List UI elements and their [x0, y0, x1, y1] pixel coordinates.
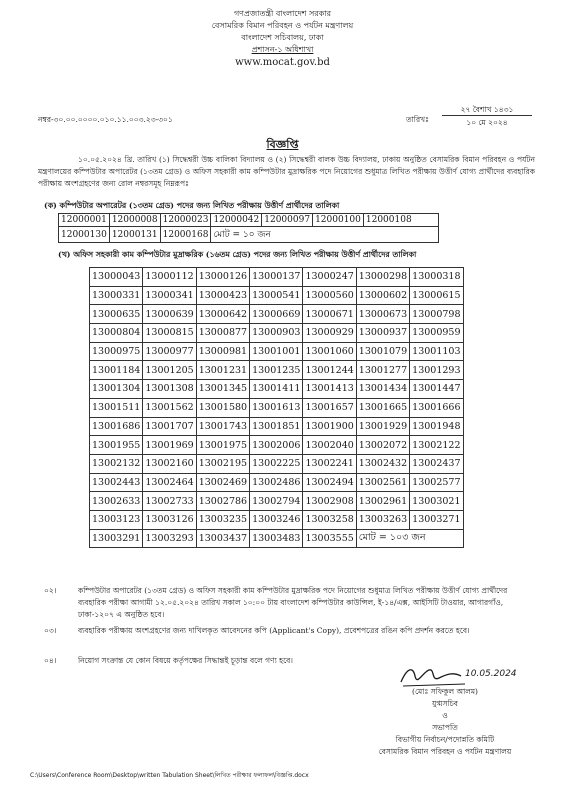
roll-cell: 13002794 — [250, 492, 303, 511]
roll-cell: 13001975 — [196, 436, 249, 455]
roll-cell: 13001948 — [410, 417, 463, 436]
roll-cell: 13000331 — [90, 286, 143, 305]
table-row — [90, 361, 464, 380]
table-row — [90, 286, 464, 305]
roll-cell: 13003246 — [250, 510, 303, 529]
roll-cell: 13000615 — [410, 286, 463, 305]
roll-cell: 13002006 — [250, 436, 303, 455]
roll-cell: 13001205 — [143, 361, 196, 380]
roll-cell: 13000815 — [143, 324, 196, 343]
section-a-table — [58, 213, 439, 243]
clause-3-text: ব্যবহারিক পরীক্ষায় অংশগ্রহণের জন্য দাখিলকৃত আবেদনের কপি (Applicant's Copy), প্রবেশপত্রের রঙিন কপি প্রদর্শন করতে হবে। — [78, 626, 470, 635]
roll-cell: 13002961 — [356, 492, 409, 511]
roll-cell: 12000130 — [59, 227, 110, 243]
roll-cell: 12000023 — [160, 214, 211, 227]
roll-cell: 13003258 — [303, 510, 356, 529]
header-line-1: গণপ্রজাতন্ত্রী বাংলাদেশ সরকার — [233, 9, 332, 18]
roll-cell: 13001447 — [410, 380, 463, 399]
roll-cell: 13001413 — [303, 380, 356, 399]
roll-cell: 13000673 — [356, 305, 409, 324]
roll-cell: 13002561 — [356, 473, 409, 492]
intro-paragraph: ১০.০৫.২০২৪ খ্রি. তারিখ (১) সিদ্ধেশ্বরী উচ্চ বালিকা বিদ্যালয় ও (২) সিদ্ধেশ্বরী বালক উচ্চ বিদ্যালয়, ঢাকায় অনুষ্ঠিত বেসামরিক বিমান পরিবহন ও পর্যটন মন্ত্রণালয়ের কম্পিউটার অপারেটর (১৩তম গ্রেড) ও অফিস সহকারী কাম কম্পিউটার মুদ্রাক্ষরিক পদে নিয়োগের শুধুমাত্র লিখিত পরীক্ষায় উত্তীর্ণ যোগ্য প্রার্থীদের ব্যবহারিক পরীক্ষায় অংশগ্রহণের জন্য রোল নম্বরসমূহ নিম্নরূপঃ — [38, 155, 535, 188]
section-a-caption: (ক) কম্পিউটার অপারেটর (১৩তম গ্রেড) পদের জন্য লিখিত পরীক্ষায় উত্তীর্ণ প্রার্থীদের তালিকা — [44, 201, 340, 210]
table-row — [59, 227, 439, 243]
date-label: তারিখঃ — [406, 115, 429, 124]
signatory-name: (মোঃ সফিকুল আলম) — [412, 687, 478, 696]
roll-cell: 13001293 — [410, 361, 463, 380]
roll-cell: 13002437 — [410, 454, 463, 473]
table-row — [90, 436, 464, 455]
roll-cell: 13002443 — [90, 473, 143, 492]
date-gregorian: ১০ মে ২০২৪ — [466, 118, 508, 127]
clause-2-number: ০২। — [44, 586, 57, 595]
roll-cell: 13001707 — [143, 417, 196, 436]
roll-cell: 13002908 — [303, 492, 356, 511]
roll-cell: 13001103 — [410, 342, 463, 361]
table-row — [90, 492, 464, 511]
roll-cell: 13002486 — [250, 473, 303, 492]
roll-cell: 13001613 — [250, 398, 303, 417]
roll-cell: 12000001 — [59, 214, 110, 227]
roll-cell: 13002195 — [196, 454, 249, 473]
roll-cell: 13000341 — [143, 286, 196, 305]
roll-cell: 13000975 — [90, 342, 143, 361]
file-path-footer: C:\Users\Conference Room\Desktop\written Tabulation Sheet\লিখিত পরীক্ষার ফলাফল\বিজ্ঞপ্তি.docx — [30, 772, 309, 779]
roll-cell: 13001434 — [356, 380, 409, 399]
roll-cell: 12000168 — [160, 227, 211, 243]
roll-cell: 13000804 — [90, 324, 143, 343]
table-row — [90, 305, 464, 324]
clause-2-text: কম্পিউটার অপারেটর (১৩তম গ্রেড) ও অফিস সহকারী কাম কম্পিউটার মুদ্রাক্ষরিক পদে নিয়োগের শুধুমাত্র লিখিত পরীক্ষায় উত্তীর্ণ যোগ্য প্রার্থীদের ব্যবহারিক পরীক্ষা আগামী ১২.০৫.২০২৪ তারিখ সকাল ১০:০০ টায় বাংলাদেশ কম্পিউটার কাউন্সিল, ই-১৪/এক্স, আইসিটি টাওয়ার, আগারগাঁও, ঢাকা-১২০৭ এ অনুষ্ঠিত হবে। — [78, 586, 508, 619]
roll-cell: 13000137 — [250, 268, 303, 287]
table-row — [90, 342, 464, 361]
roll-cell: 13000043 — [90, 268, 143, 287]
roll-cell: 13001657 — [303, 398, 356, 417]
roll-cell: 13001562 — [143, 398, 196, 417]
roll-cell: 13003483 — [250, 529, 303, 548]
clause-4-text: নিয়োগ সংক্রান্ত যে কোন বিষয়ে কর্তৃপক্ষের সিদ্ধান্তই চূড়ান্ত বলে গণ্য হবে। — [78, 656, 293, 665]
roll-cell: 13001411 — [250, 380, 303, 399]
roll-cell: 13003291 — [90, 529, 143, 548]
roll-cell: 13001235 — [250, 361, 303, 380]
roll-cell: 13001345 — [196, 380, 249, 399]
notice-title: বিজ্ঞপ্তি — [266, 138, 299, 151]
table-row — [90, 324, 464, 343]
roll-cell: 12000042 — [211, 214, 262, 227]
roll-cell: 13001001 — [250, 342, 303, 361]
roll-cell: 13001969 — [143, 436, 196, 455]
roll-cell: 13002733 — [143, 492, 196, 511]
roll-cell: 13000126 — [196, 268, 249, 287]
clause-3-number: ০৩। — [44, 626, 57, 635]
roll-cell: 13001231 — [196, 361, 249, 380]
roll-cell: 13002040 — [303, 436, 356, 455]
roll-cell: 13001929 — [356, 417, 409, 436]
roll-cell: 13001900 — [303, 417, 356, 436]
roll-cell: 13001580 — [196, 398, 249, 417]
roll-cell: 13000560 — [303, 286, 356, 305]
roll-cell: 12000008 — [109, 214, 160, 227]
header-wing: প্রশাসন-১ অধিশাখা — [251, 45, 314, 54]
signatory-title-2: সভাপতি — [432, 723, 458, 732]
roll-cell: 13003021 — [410, 492, 463, 511]
roll-cell: 12000108 — [363, 214, 438, 227]
roll-cell: 13001511 — [90, 398, 143, 417]
roll-cell: 13001743 — [196, 417, 249, 436]
roll-cell: 13002072 — [356, 436, 409, 455]
roll-cell: 13001060 — [303, 342, 356, 361]
roll-cell: 13003437 — [196, 529, 249, 548]
roll-cell: 13003235 — [196, 510, 249, 529]
roll-cell: 13002432 — [356, 454, 409, 473]
signatory-title-4: বেসামরিক বিমান পরিবহন ও পর্যটন মন্ত্রণালয় — [378, 747, 512, 756]
table-row — [90, 454, 464, 473]
roll-cell: 13001666 — [410, 398, 463, 417]
roll-cell: 13000602 — [356, 286, 409, 305]
roll-cell: 13000669 — [250, 305, 303, 324]
roll-cell: 13002494 — [303, 473, 356, 492]
table-row — [90, 380, 464, 399]
roll-cell: 13001686 — [90, 417, 143, 436]
roll-cell: 13000877 — [196, 324, 249, 343]
table-row — [59, 214, 439, 227]
date-bengali: ২৭ বৈশাখ ১৪৩১ — [442, 104, 532, 116]
table-row — [90, 417, 464, 436]
section-b-caption: (খ) অফিস সহকারী কাম কম্পিউটার মুদ্রাক্ষরিক (১৬তম গ্রেড) পদের জন্য লিখিত পরীক্ষায় উত্তীর্ণ প্রার্থীদের তালিকা — [58, 250, 417, 259]
signatory-title-1: যুগ্মসচিব — [432, 699, 458, 708]
roll-cell: 13001277 — [356, 361, 409, 380]
table-row — [90, 529, 464, 548]
roll-cell: 13000639 — [143, 305, 196, 324]
roll-cell: 13000423 — [196, 286, 249, 305]
roll-cell: 12000131 — [109, 227, 160, 243]
roll-cell: 13000929 — [303, 324, 356, 343]
roll-cell: 13002241 — [303, 454, 356, 473]
roll-cell: 13000959 — [410, 324, 463, 343]
roll-cell: 13001955 — [90, 436, 143, 455]
roll-cell: 13000298 — [356, 268, 409, 287]
header-secretariat: বাংলাদেশ সচিবালয়, ঢাকা — [241, 33, 324, 42]
signatory-title-3: বিভাগীয় নির্বাচন/পদোন্নতি কমিটি — [395, 735, 495, 744]
table-row — [90, 268, 464, 287]
total-cell: মোট = ১০ জন — [211, 227, 438, 243]
roll-cell: 13002122 — [410, 436, 463, 455]
roll-cell: 13002132 — [90, 454, 143, 473]
roll-cell: 13000541 — [250, 286, 303, 305]
roll-cell: 13001184 — [90, 361, 143, 380]
roll-cell: 12000100 — [313, 214, 364, 227]
roll-cell: 13003271 — [410, 510, 463, 529]
total-cell: মোট = ১০৩ জন — [356, 529, 463, 548]
roll-cell: 13000981 — [196, 342, 249, 361]
roll-cell: 13002160 — [143, 454, 196, 473]
roll-cell: 12000097 — [262, 214, 313, 227]
roll-cell: 13001244 — [303, 361, 356, 380]
roll-cell: 13000642 — [196, 305, 249, 324]
roll-cell: 13003126 — [143, 510, 196, 529]
roll-cell: 13003123 — [90, 510, 143, 529]
roll-cell: 13000318 — [410, 268, 463, 287]
roll-cell: 13000903 — [250, 324, 303, 343]
roll-cell: 13001304 — [90, 380, 143, 399]
roll-cell: 13000112 — [143, 268, 196, 287]
roll-cell: 13001079 — [356, 342, 409, 361]
table-row — [90, 473, 464, 492]
roll-cell: 13002469 — [196, 473, 249, 492]
signature-date: 10.05.2024 — [465, 669, 517, 679]
table-row — [90, 510, 464, 529]
header-ministry: বেসামরিক বিমান পরিবহন ও পর্যটন মন্ত্রণালয় — [211, 21, 354, 30]
roll-cell: 13000798 — [410, 305, 463, 324]
section-b-table — [89, 267, 464, 548]
signatory-and: ও — [442, 711, 448, 720]
roll-cell: 13001308 — [143, 380, 196, 399]
roll-cell: 13000635 — [90, 305, 143, 324]
roll-cell: 13002633 — [90, 492, 143, 511]
memo-number: নম্বর-৩০.০০.০০০০.০১০.১১.০০৩.২৩-৩০১ — [38, 115, 173, 124]
roll-cell: 13000247 — [303, 268, 356, 287]
roll-cell: 13002786 — [196, 492, 249, 511]
roll-cell: 13002464 — [143, 473, 196, 492]
roll-cell: 13002225 — [250, 454, 303, 473]
table-row — [90, 398, 464, 417]
roll-cell: 13000977 — [143, 342, 196, 361]
roll-cell: 13002577 — [410, 473, 463, 492]
website-url: www.mocat.gov.bd — [235, 57, 330, 68]
roll-cell: 13003555 — [303, 529, 356, 548]
roll-cell: 13003263 — [356, 510, 409, 529]
roll-cell: 13000671 — [303, 305, 356, 324]
clause-4-number: ০৪। — [44, 656, 57, 665]
roll-cell: 13000937 — [356, 324, 409, 343]
roll-cell: 13001851 — [250, 417, 303, 436]
roll-cell: 13003293 — [143, 529, 196, 548]
roll-cell: 13001665 — [356, 398, 409, 417]
